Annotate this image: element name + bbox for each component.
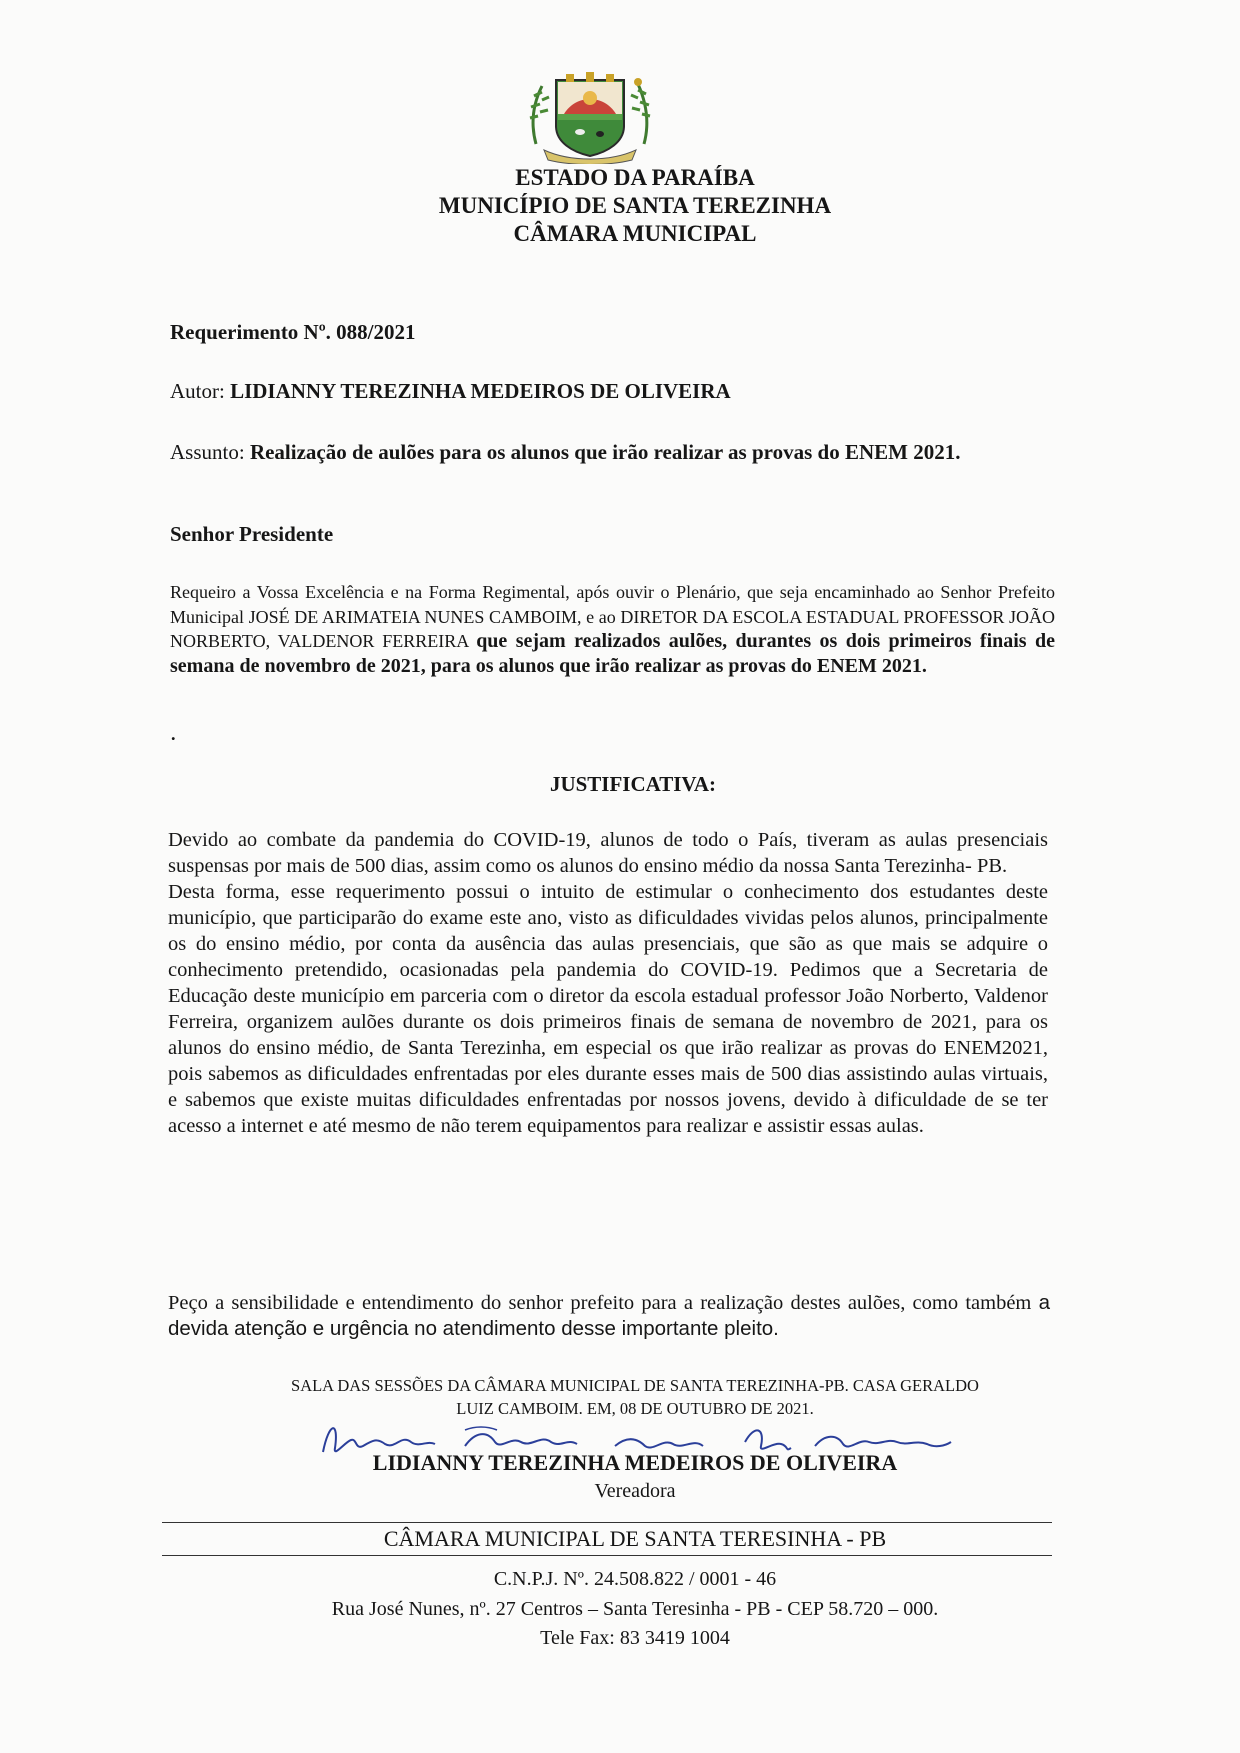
footer-divider-bottom [162,1555,1052,1556]
author-label: Autor: [170,379,225,403]
footer-cnpj: C.N.P.J. Nº. 24.508.822 / 0001 - 46 [493,1568,777,1590]
state-name: ESTADO DA PARAÍBA [515,165,755,190]
author-line [170,379,731,404]
trailing-mark: . [171,724,176,744]
request-body-regular: Requeiro a Vossa Excelência e na Forma Regimental, após ouvir o Plenário, que seja encaminhado ao Senhor Prefeito Municipal JOSÉ DE ARIMATEIA NUNES CAMBOIM, e ao DIRETOR DA ESCOLA ESTADUAL PROFESSOR JOÃO NORBERTO, VALDENOR FERREIRA [170,582,1055,651]
subject-label: Assunto: [170,440,245,464]
letterhead [0,164,1240,248]
justification-paragraph-2: Desta forma, esse requerimento possui o intuito de estimular o conhecimento dos estudantes deste município, que participarão do exame este ano, visto as dificuldades vividas pelos alunos, principalmente os do ensino médio, por conta da ausência das aulas presenciais, que são as que mais se adquire o conhecimento pretendido, ocasionadas pela pandemia do COVID-19. Pedimos que a Secretaria de Educação deste município em parceria com o diretor da escola estadual professor João Norberto, Valdenor Ferreira, organizem aulões durante os dois primeiros finais de semana de novembro de 2021, para os alunos do ensino médio, de Santa Terezinha, em especial os que irão realizar as provas do ENEM2021, pois sabemos as dificuldades enfrentadas por eles durante esses mais de 500 dias assistindo aulas virtuais, e sabemos que existe muitas dificuldades enfrentadas por nossos jovens, devido à dificuldade de se ter acesso a internet e até mesmo de não terem equipamentos para realizar e assistir essas aulas. [168,881,1048,1137]
closing-part-2: a devida atenção e urgência no atendimento desse importante pleito. [168,1291,1050,1340]
signer-name: LIDIANNY TEREZINHA MEDEIROS DE OLIVEIRA [372,1450,898,1475]
closing-part-1: Peço a sensibilidade e entendimento do senhor prefeito para a realização destes aulões, como também [168,1292,1032,1314]
municipality-name: MUNICÍPIO DE SANTA TEREZINHA [438,193,832,218]
request-body-bold: que sejam realizados aulões, durantes os dois primeiros finais de semana de novembro de 2021, para os alunos que irão realizar as provas do ENEM 2021. [170,630,1055,677]
justification-title: JUSTIFICATIVA: [549,772,717,796]
salutation: Senhor Presidente [170,522,334,546]
request-number: Requerimento Nº. 088/2021 [170,320,416,344]
session-line-2: LUIZ CAMBOIM. EM, 08 DE OUTUBRO DE 2021. [456,1399,814,1418]
justification-body [168,827,1048,1139]
closing-paragraph [168,1290,1050,1342]
justification-paragraph-1: Devido ao combate da pandemia do COVID-19, alunos de todo o País, tiveram as aulas presenciais suspensas por mais de 500 dias, assim como os alunos do ensino médio da nossa Santa Terezinha- PB. [168,829,1048,877]
subject-text: Realização de aulões para os alunos que irão realizar as provas do ENEM 2021. [249,440,961,464]
author-name: LIDIANNY TEREZINHA MEDEIROS DE OLIVEIRA [230,379,731,403]
subject-line [170,438,1057,466]
footer-institution: CÂMARA MUNICIPAL DE SANTA TERESINHA - PB [383,1526,887,1551]
footer-phone: Tele Fax: 83 3419 1004 [540,1627,730,1649]
chamber-name: CÂMARA MUNICIPAL [513,221,757,246]
footer-address: Rua José Nunes, nº. 27 Centros – Santa Teresinha - PB - CEP 58.720 – 000. [331,1598,939,1620]
request-body [170,580,1055,678]
footer-divider-top [162,1522,1052,1523]
signer-role: Vereadora [594,1480,676,1502]
session-line-1: SALA DAS SESSÕES DA CÂMARA MUNICIPAL DE SANTA TEREZINHA-PB. CASA GERALDO [291,1376,979,1395]
municipal-coat-of-arms-icon [520,72,660,164]
